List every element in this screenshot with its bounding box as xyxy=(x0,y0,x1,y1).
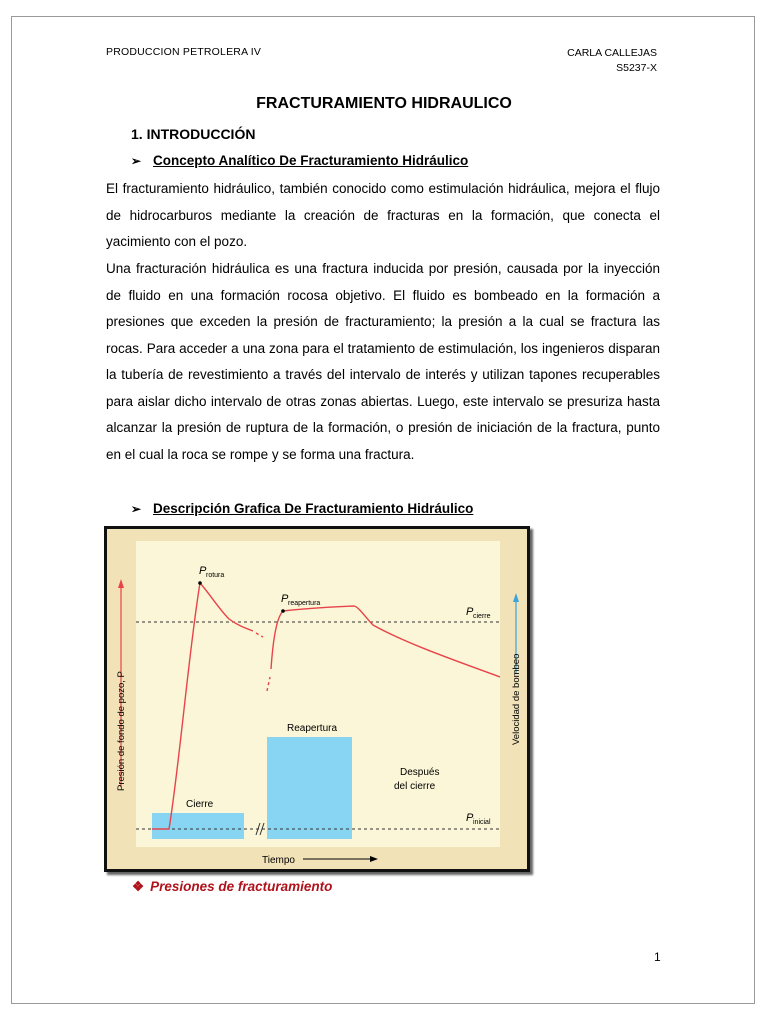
p-reapertura-subscript: reapertura xyxy=(288,600,321,607)
fracture-pressure-diagram xyxy=(107,529,527,869)
paragraph-2: Una fracturación hidráulica es una fractura inducida por presión, causada por la inyección de fluido en una formación rocosa objetivo. El fluido es bombeado en la formación a presiones que exceden la presión de fracturamiento; la presión a la cual se fractura las rocas. Para acceder a una zona para el tratamiento de estimulación, los ingenieros disparan la tubería de revestimiento a través del intervalo de interés y utilizan tapones recuperables para aislar dicho intervalo de otras zonas abiertas. Luego, este intervalo se presuriza hasta alcanzar la presión de ruptura de la formación, o presión de iniciación de la fractura, punto en el cual la roca se rompe y se forma una fractura. xyxy=(106,261,660,462)
p-rotura-subscript: rotura xyxy=(206,572,225,579)
arrow-bullet-icon: ➢ xyxy=(131,154,142,168)
bar-cierre xyxy=(152,813,244,839)
despues-label-line1: Después xyxy=(400,767,440,778)
caption-text: Presiones de fracturamiento xyxy=(150,879,333,894)
fracture-pressure-figure xyxy=(104,526,530,872)
subsection-heading-concepto xyxy=(131,153,468,168)
reapertura-label: Reapertura xyxy=(287,723,338,734)
p-reapertura-point xyxy=(281,609,285,613)
p-inicial-subscript: inicial xyxy=(473,819,491,826)
header-code: S5237-X xyxy=(616,62,657,74)
right-axis-label: Velocidad de bombeo xyxy=(511,653,522,745)
x-axis-label: Tiempo xyxy=(262,855,295,866)
header-author: CARLA CALLEJAS xyxy=(567,47,657,59)
y-axis-label: Presión de fondo de pozo, P xyxy=(116,671,127,791)
p-rotura-point xyxy=(198,581,202,585)
subsection-title: Concepto Analítico De Fracturamiento Hidráulico xyxy=(153,153,469,168)
p-inicial-label: P xyxy=(466,812,474,824)
p-cierre-subscript: cierre xyxy=(473,613,491,620)
cierre-label: Cierre xyxy=(186,799,214,810)
paragraph-1: El fracturamiento hidráulico, también conocido como estimulación hidráulica, mejora el flujo de hidrocarburos mediante la creación de fracturas en la formación, que conecta el yacimiento con el pozo. xyxy=(106,181,660,249)
despues-label-line2: del cierre xyxy=(394,781,436,792)
subsection-heading-descripcion xyxy=(131,501,473,516)
figure-caption xyxy=(132,879,332,895)
p-cierre-label: P xyxy=(466,606,474,618)
page-number: 1 xyxy=(654,950,661,964)
header-course: PRODUCCION PETROLERA IV xyxy=(106,46,262,58)
header-author-block xyxy=(567,46,657,76)
p-rotura-label: P xyxy=(199,565,207,577)
arrow-bullet-icon: ➢ xyxy=(131,502,142,516)
bar-reapertura xyxy=(267,737,352,839)
p-reapertura-label: P xyxy=(281,593,289,605)
subsection-title: Descripción Grafica De Fracturamiento Hidráulico xyxy=(153,501,474,516)
section-heading: 1. INTRODUCCIÓN xyxy=(131,126,256,142)
diamond-bullet-icon: ❖ xyxy=(132,879,145,894)
page-title: FRACTURAMIENTO HIDRAULICO xyxy=(256,95,512,112)
